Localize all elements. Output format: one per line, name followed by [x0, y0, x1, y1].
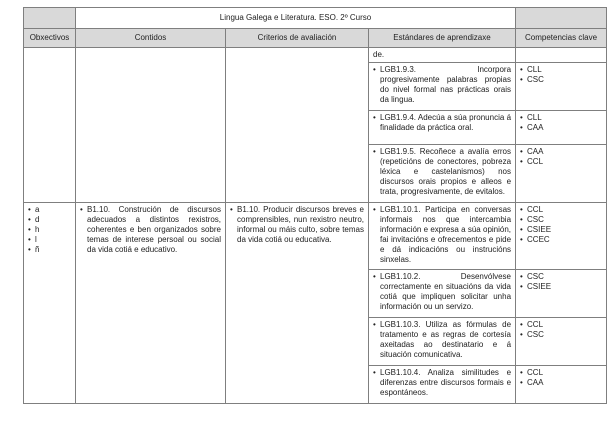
standard-text: • LGB1.9.4. Adecúa a súa pronuncia á finalidade da práctica oral.: [373, 113, 511, 133]
header-objectives: Obxectivos: [24, 29, 76, 48]
standard-text: • LGB1.9.5. Recoñece a avalía erros (repeticións de conectores, pobreza léxica e castelanismos) nos discursos orais propios e alleos e trata, progresivamente, de evitalos.: [373, 147, 511, 197]
competence-item: • CCEC: [520, 235, 602, 245]
table-row: [24, 48, 607, 63]
competences-list: [520, 147, 602, 167]
competence-item: • CAA: [520, 378, 602, 388]
competence-item: • CAA: [520, 123, 602, 133]
standard-text: • LGB1.10.4. Analiza similitudes e diferenzas entre discursos formais e espontáneos.: [373, 368, 511, 398]
competence-item: • CCL: [520, 368, 602, 378]
criterion-cell-empty: [226, 48, 369, 203]
competence-item: • CSC: [520, 330, 602, 340]
competences-list: [520, 320, 602, 340]
table-row: [24, 203, 607, 270]
title-right-blank: [516, 8, 607, 29]
title-left-blank: [24, 8, 76, 29]
objective-item: • d: [28, 215, 71, 225]
competence-item: • CCL: [520, 205, 602, 215]
standard-text: • LGB1.10.2. Desenvólvese correctamente en situacións da vida cotiá que impliquen solicitar unha información ou un servizo.: [373, 272, 511, 312]
competences-list: [520, 113, 602, 133]
header-criteria: Criterios de avaliación: [226, 29, 369, 48]
competence-item: • CLL: [520, 113, 602, 123]
header-competences: Competencias clave: [516, 29, 607, 48]
curriculum-table: [23, 7, 607, 404]
competences-list: [520, 368, 602, 388]
objective-item: • ñ: [28, 245, 71, 255]
competence-item: • CAA: [520, 147, 602, 157]
header-contents: Contidos: [76, 29, 226, 48]
standard-text: • LGB1.10.3. Utiliza as fórmulas de tratamento e as regras de cortesía axeitadas ao destinatario e á situación comunicativa.: [373, 320, 511, 360]
title-row: [24, 8, 607, 29]
content-cell-empty: [76, 48, 226, 203]
competence-item: • CSIEE: [520, 282, 602, 292]
objective-item: • a: [28, 205, 71, 215]
competences-list: [520, 65, 602, 85]
objective-item: • l: [28, 235, 71, 245]
competence-item: • CSIEE: [520, 225, 602, 235]
competence-item: • CSC: [520, 272, 602, 282]
competence-item: • CSC: [520, 75, 602, 85]
competence-item: • CLL: [520, 65, 602, 75]
competence-item: • CSC: [520, 215, 602, 225]
competences-cell-empty: [516, 48, 607, 63]
standard-carryover: de.: [369, 48, 516, 63]
objectives-cell-empty: [24, 48, 76, 203]
criterion-text: • B1.10. Producir discursos breves e comprensibles, nun rexistro neutro, informal ou máis culto, sobre temas da vida cotiá ou educativa.: [230, 205, 364, 245]
header-row: [24, 29, 607, 48]
competences-list: [520, 205, 602, 245]
content-text: • B1.10. Construción de discursos adecuados a distintos rexistros, coherentes e ben organizados sobre temas de interese persoal ou social da vida cotiá e educativo.: [80, 205, 221, 255]
competence-item: • CCL: [520, 157, 602, 167]
objective-item: • h: [28, 225, 71, 235]
table-title: Lingua Galega e Literatura. ESO. 2º Curso: [76, 8, 516, 29]
competence-item: • CCL: [520, 320, 602, 330]
objectives-list: [28, 205, 71, 255]
standard-text: • LGB1.9.3. Incorpora progresivamente palabras propias do nivel formal nas prácticas orais da lingua.: [373, 65, 511, 105]
header-standards: Estándares de aprendizaxe: [369, 29, 516, 48]
standard-text: • LGB1.10.1. Participa en conversas informais nos que intercambia información e expresa a súa opinión, fai invitacións e ofrecementos e pide e dá indicacións ou instrucións sinxelas.: [373, 205, 511, 265]
competences-list: [520, 272, 602, 292]
